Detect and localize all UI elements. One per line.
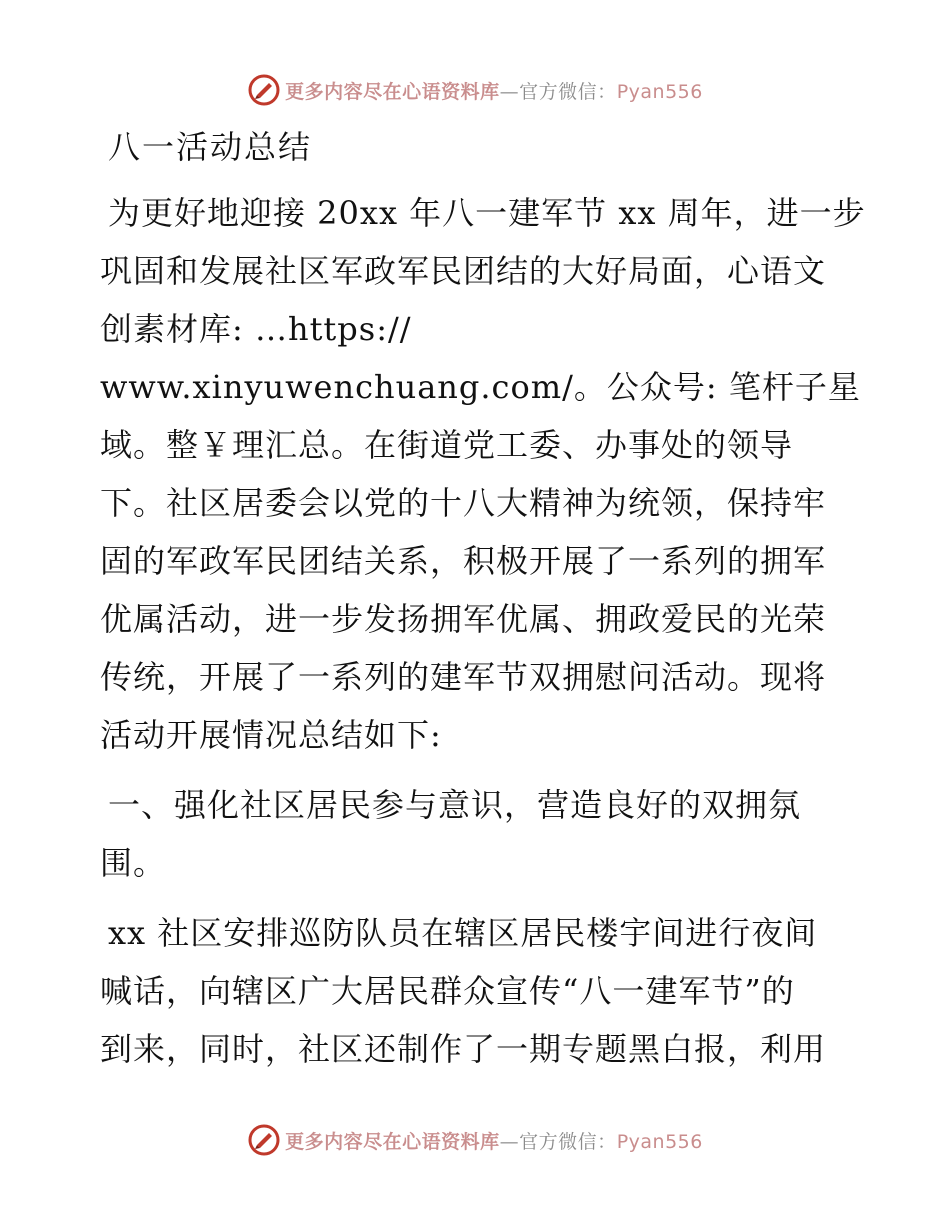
banner-dash: —: [499, 80, 520, 103]
text-line: xx 社区安排巡防队员在辖区居民楼宇间进行夜间: [108, 914, 818, 952]
text-line: 喊话，向辖区广大居民群众宣传“八一建军节”的: [100, 972, 795, 1010]
text-line: 创素材库: …https://: [100, 310, 412, 348]
document-title: 八一活动总结: [108, 128, 313, 166]
banner-text: [285, 1127, 703, 1154]
text-line: 域。整￥理汇总。在街道党工委、办事处的领导: [100, 426, 794, 464]
banner-id: Pyan556: [616, 80, 703, 103]
text-line: 活动开展情况总结如下:: [100, 716, 442, 754]
text-line: 到来，同时，社区还制作了一期专题黑白报，利用: [100, 1030, 827, 1068]
text-line: 固的军政军民团结关系，积极开展了一系列的拥军: [100, 542, 827, 580]
banner-label: 官方微信：: [519, 80, 617, 103]
banner-main: 更多内容尽在心语资料库: [285, 1130, 500, 1153]
banner-dash: —: [499, 1130, 520, 1153]
document-body: [100, 122, 866, 1090]
logo-icon: [247, 73, 281, 107]
text-line: 为更好地迎接 20xx 年八一建军节 xx 周年，进一步: [108, 194, 866, 232]
paragraph-1: [100, 184, 866, 764]
logo-icon: [247, 1123, 281, 1157]
footer-banner: [0, 1120, 950, 1160]
banner-id: Pyan556: [616, 1130, 703, 1153]
header-banner: [0, 70, 950, 110]
paragraph-2: [100, 904, 860, 1078]
text-line: 围。: [100, 844, 167, 882]
text-line: www.xinyuwenchuang.com/。公众号: 笔杆子星: [100, 368, 861, 406]
text-line: 下。社区居委会以党的十八大精神为统领，保持牢: [100, 484, 827, 522]
banner-main: 更多内容尽在心语资料库: [285, 80, 500, 103]
section-heading-1: [100, 776, 860, 892]
text-line: 优属活动，进一步发扬拥军优属、拥政爱民的光荣: [100, 600, 827, 638]
banner-label: 官方微信：: [519, 1130, 617, 1153]
text-line: 一、强化社区居民参与意识，营造良好的双拥氛: [108, 786, 802, 824]
banner-text: [285, 77, 703, 104]
text-line: 巩固和发展社区军政军民团结的大好局面，心语文: [100, 252, 827, 290]
text-line: 传统，开展了一系列的建军节双拥慰问活动。现将: [100, 658, 827, 696]
